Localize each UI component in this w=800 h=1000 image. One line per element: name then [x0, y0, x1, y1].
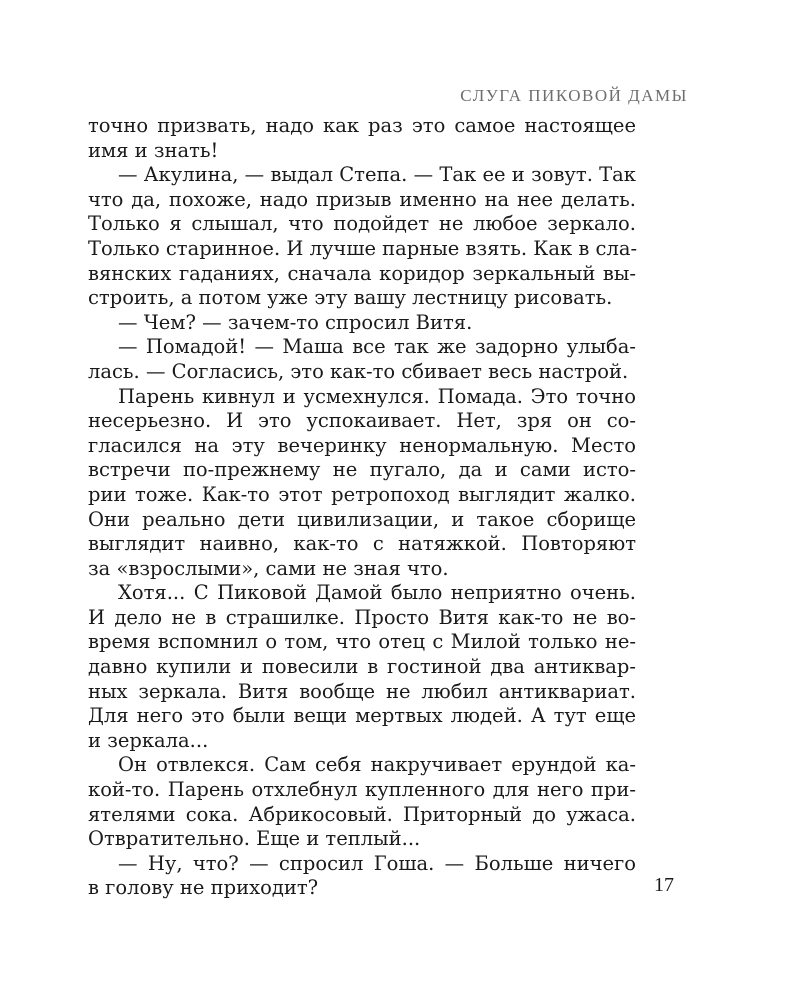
text-line: Парень кивнул и усмехнулся. Помада. Это точно: [118, 384, 636, 408]
text-line: — Помадой! — Маша все так же задорно улыба-: [118, 335, 636, 359]
text-line: Для него это были вещи мертвых людей. А тут еще: [88, 704, 636, 728]
text-line: точно призвать, надо как раз это самое настоящее: [88, 114, 636, 137]
text-line: и зеркала...: [88, 728, 209, 752]
running-head: СЛУГА ПИКОВОЙ ДАМЫ: [460, 86, 688, 105]
text-line: И дело не в страшилке. Просто Витя как-то не во-: [88, 605, 636, 629]
text-line: время вспомнил о том, что отец с Милой только не-: [88, 630, 636, 654]
text-line: ных зеркала. Витя вообще не любил антиквариат.: [88, 679, 636, 703]
body-text: [88, 114, 636, 901]
text-line: за «взрослыми», сами не зная что.: [88, 556, 449, 580]
text-line: гласился на эту вечеринку ненормальную. Место: [88, 433, 636, 457]
text-line: имя и знать!: [88, 138, 219, 162]
text-line: несерьезно. И это успокаивает. Нет, зря он со-: [88, 409, 636, 433]
text-line: Отвратительно. Еще и теплый...: [88, 827, 421, 851]
text-line: лась. — Согласись, это как-то сбивает весь настрой.: [88, 359, 629, 383]
text-line: рии тоже. Как-то этот ретропоход выглядит жалко.: [88, 482, 636, 506]
text-line: Хотя... С Пиковой Дамой было неприятно очень.: [118, 581, 636, 605]
text-line: вянских гаданиях, сначала коридор зеркальный вы-: [88, 261, 636, 285]
text-line: что да, похоже, надо призыв именно на нее делать.: [88, 187, 636, 211]
text-line: Он отвлекся. Сам себя накручивает ерундой ка-: [118, 753, 636, 777]
text-line: Они реально дети цивилизации, и такое сборище: [88, 507, 636, 531]
text-line: кой-то. Парень отхлебнул купленного для него при-: [88, 778, 636, 802]
text-line: строить, а потом уже эту вашу лестницу рисовать.: [88, 286, 613, 310]
text-line: Только я слышал, что подойдет не любое зеркало.: [88, 212, 636, 236]
text-line: — Акулина, — выдал Степа. — Так ее и зовут. Так: [118, 163, 636, 187]
page-number: 17: [654, 874, 674, 896]
text-line: в голову не приходит?: [88, 876, 319, 900]
text-line: встречи по-прежнему не пугало, да и сами исто-: [88, 458, 636, 482]
text-line: давно купили и повесили в гостиной два антиквар-: [88, 655, 636, 679]
text-line: ятелями сока. Абрикосовый. Приторный до ужаса.: [88, 802, 636, 826]
text-line: — Ну, что? — спросил Гоша. — Больше ничего: [118, 851, 636, 875]
text-line: Только старинное. И лучше парные взять. Как в сла-: [88, 236, 638, 260]
text-line: — Чем? — зачем-то спросил Витя.: [118, 310, 473, 334]
text-line: выглядит наивно, как-то с натяжкой. Повторяют: [88, 532, 636, 556]
